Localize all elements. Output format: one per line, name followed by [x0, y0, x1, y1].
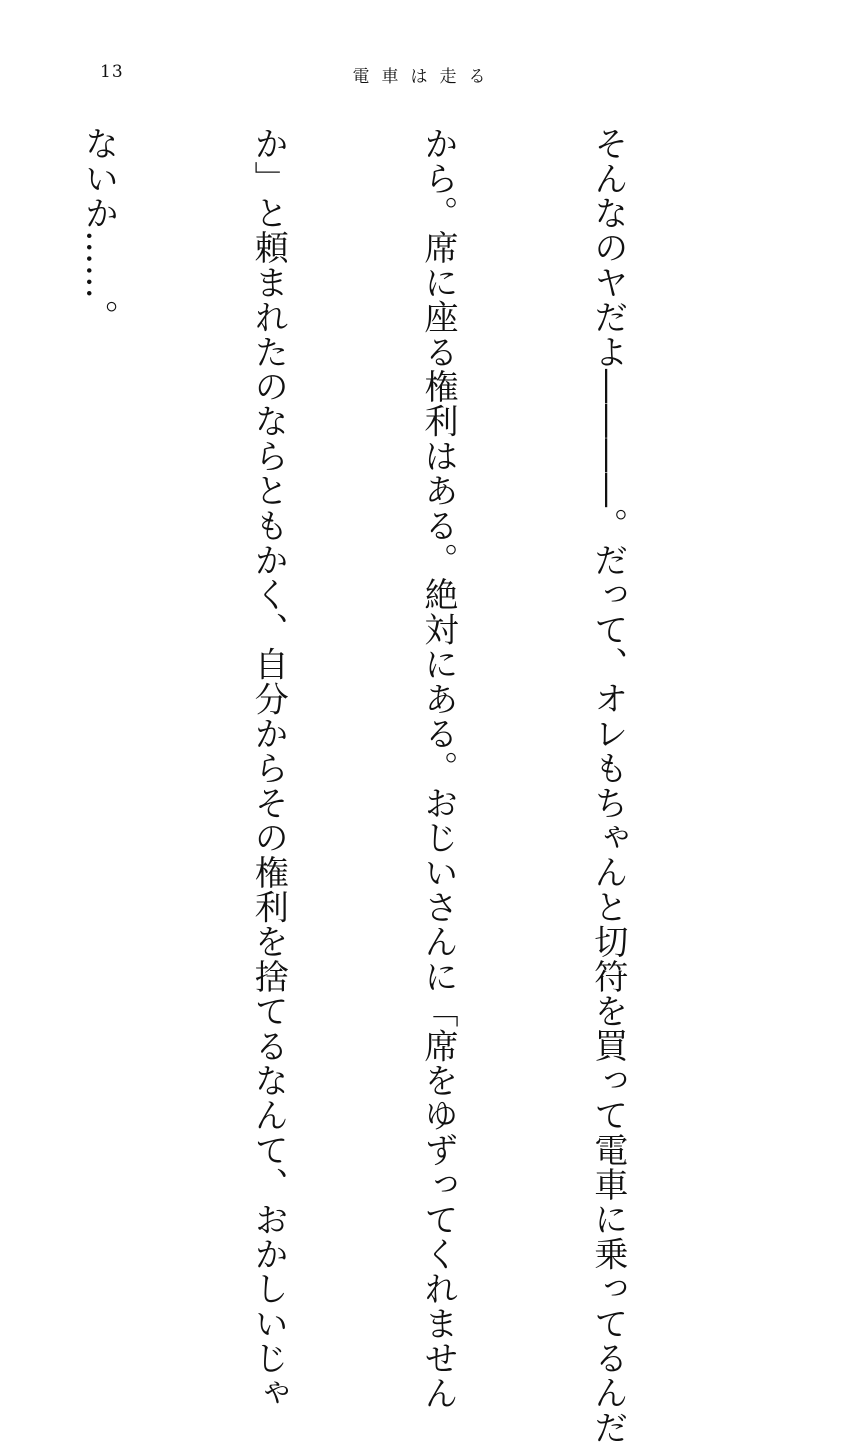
text-line-1: そんなのヤだよ――――。だって、オレもちゃんと切符を買って電車に乗ってるんだ	[587, 126, 628, 1445]
text-line-3: か」と頼まれたのならともかく、自分からその権利を捨てるなんて、おかしいじゃ	[248, 126, 289, 1410]
running-head: 電車は走る	[352, 67, 498, 87]
text-line-2: から。席に座る権利はある。絶対にある。おじいさんに「席をゆずってくれません	[418, 126, 459, 1410]
page-number: 13	[100, 62, 124, 82]
body-text	[0, 126, 749, 1445]
text-line-4: ないか……。	[78, 126, 119, 335]
